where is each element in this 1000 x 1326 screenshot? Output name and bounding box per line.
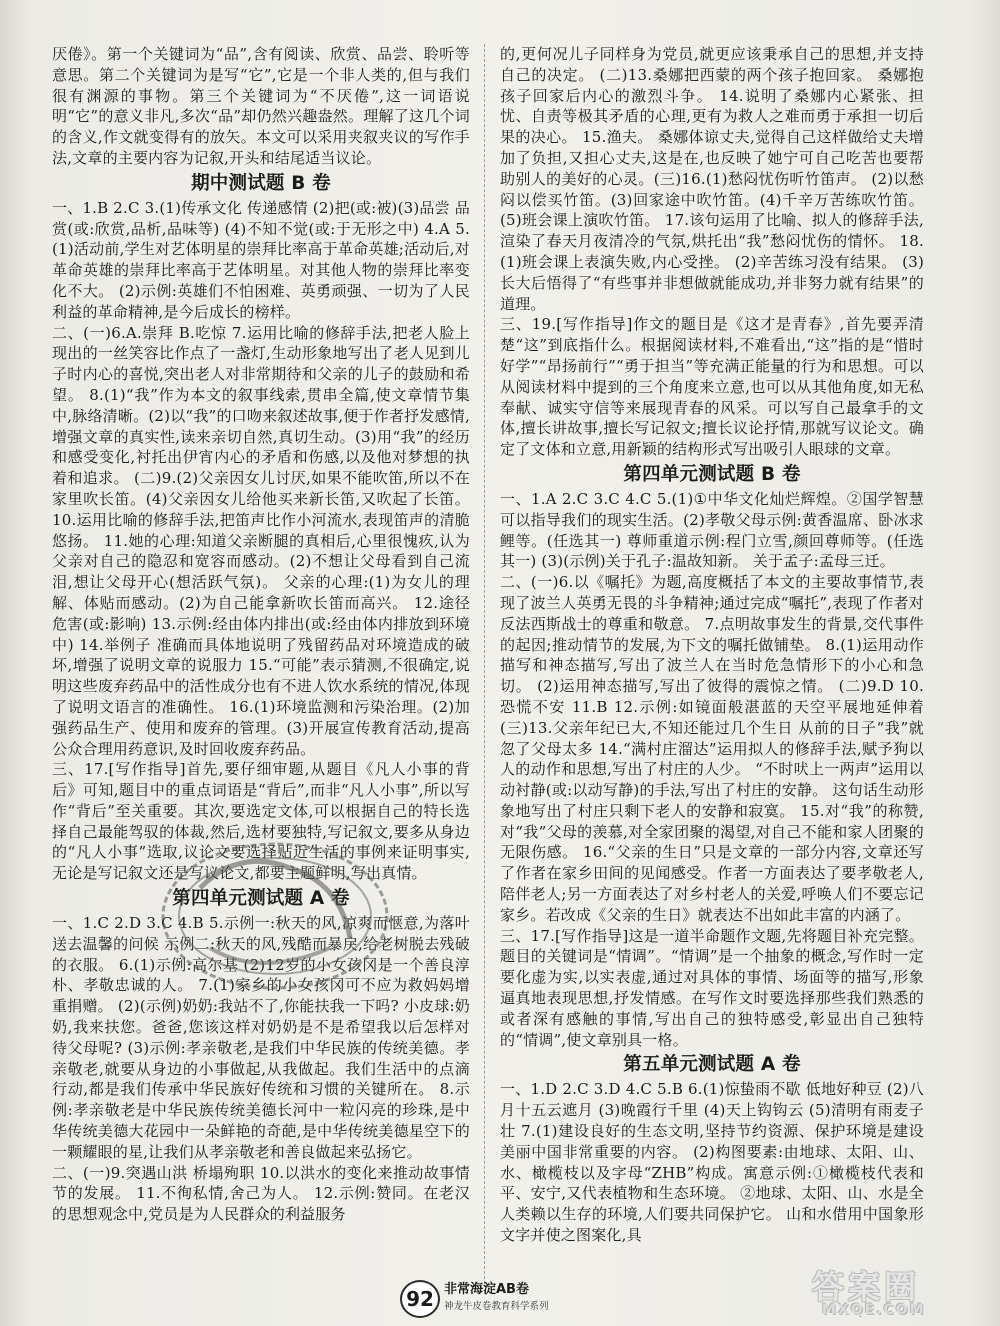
column-divider [484,44,485,1284]
answer-paragraph: 一、1.A 2.C 3.C 4.C 5.(1)①中华文化灿烂辉煌。②国学智慧可以指导我们的现实生活。(2)孝敬父母示例:黄香温席、卧冰求鲤等。(任选其一) 尊师重道示例:程门立雪,颜回尊师等。(任选其一) (3)(示例)关于孔子:温故知新。 关于孟子:孟母三迁。 [500,489,924,571]
answer-paragraph: 一、1.D 2.C 3.D 4.C 5.B 6.(1)惊蛰雨不歇 低地好种豆 (2)八月十五云遮月 (3)晚霞行千里 (4)天上钩钩云 (5)清明有雨麦子壮 7.(1)建设良好的生态文明,坚持节约资源、保护环境是建设美丽中国非常重要的内容。 (2)构图要素:由地球、太阳、山、水、橄榄枝以及字母“ZHB”构成。寓意示例:①橄榄枝代表和平、安宁,又代表植物和生态环境。 ②地球、太阳、山、水是全人类赖以生存的环境,人们要共同保护它。 山和水借用中国象形文字并使之图案化,具 [500,1080,924,1245]
watermark-stamp [150,828,400,998]
section-heading: 第五单元测试题 A 卷 [623,1054,801,1076]
left-column [52,44,470,1225]
answer-paragraph: 一、1.B 2.C 3.(1)传承文化 传递感情 (2)把(或:被)(3)品尝 品赏(或:欣赏,品析,品味等) (4)不知不觉(或:于无形之中) 4.A 5.(1)活动前,学生对艺体明星的崇拜比率高于革命英雄;活动后,对革命英雄的崇拜比率高于艺体明星。对其他人物的崇拜比率变化不大。 (2)示例:英雄们不怕困难、英勇顽强、一切为了人民利益的革命精神,是今后成长的榜样。 [52,198,470,321]
section-heading: 第四单元测试题 B 卷 [623,463,801,485]
watermark-logo [812,1262,972,1322]
answer-paragraph: 厌倦》。第一个关键词为“品”,含有阅读、欣赏、品尝、聆听等意思。第二个关键词为是写“它”,它是一个非人类的,但与我们很有渊源的事物。第三个关键词为“不厌倦”,这一词语说明“它”的意义非凡,多次“品”却仍然兴趣盎然。理解了这几个词的含义,作文就变得有的放矢。本文可以采用夹叙夹议的写作手法,文章的主要内容为记叙,开头和结尾适当议论。 [52,45,470,167]
answer-paragraph: 的,更何况儿子同样身为党员,就更应该秉承自己的思想,并支持自己的决定。 (二)13.桑娜把西蒙的两个孩子抱回家。 桑娜抱孩子回家后内心的激烈斗争。 14.说明了桑娜内心紧张、担忧、自责等极其矛盾的心理,更有为救人之难而勇于承担一切后果的决心。 15.渔夫。 桑娜体谅丈夫,觉得自己这样做给丈夫增加了负担,又担心丈夫,这是在,也反映了她宁可自己吃苦也要帮助别人的美好的心灵。(三)16.(1)愁闷忧伤听竹笛声。 (2)以愁闷以偿买竹笛。(3)回家途中吹竹笛。(4)千辛万苦练吹竹笛。(5)班会课上演吹竹笛。 17.该句运用了比喻、拟人的修辞手法,渲染了春天月夜清冷的气氛,烘托出“我”愁闷忧伤的情怀。 18.(1)班会课上表演失败,内心受挫。 (2)辛苦练习没有结果。 (3)长大后悟得了“有些事并非想做就能成功,并非努力就有结果”的道理。 [500,45,924,313]
page-footer [400,1276,660,1322]
section-heading: 期中测试题 B 卷 [191,172,331,194]
page-number: 92 [400,1280,440,1318]
answer-paragraph: 二、(一)6.A.崇拜 B.吃惊 7.运用比喻的修辞手法,把老人脸上现出的一丝笑容比作点了一盏灯,生动形象地写出了老人见到儿子时内心的喜悦,突出老人对非常期待和父亲的儿子的鼓励和希望。 8.(1)“我”作为本文的叙事线索,贯串全篇,使文章情节集中,脉络清晰。(2)以“我”的口吻来叙述故事,便于作者抒发感情,增强文章的真实性,读来亲切自然,真切生动。(3)用“我”的经历和感受变化,衬托出伊宵内心的矛盾和伤感,以及他对梦想的执着和追求。 (二)9.(2)父亲因女儿讨厌,如果不能吹笛,所以不在家里吹长笛。(4)父亲因女儿给他买来新长笛,又吹起了长笛。 10.运用比喻的修辞手法,把笛声比作小河流水,表现笛声的清脆悠扬。 11.她的心理:知道父亲断腿的真相后,心里很愧疚,认为父亲对自己的隐忍和宽容而感动。(2)不想让父母看到自己流泪,想让父母开心(想活跃气氛)。 父亲的心理:(1)为女儿的理解、体贴而感动。(2)为自己能拿新吹长笛而高兴。 12.途径 危害(或:影响) 13.示例:经由体内排出(或:经由体内排放到环境中) 14.举例子 准确而具体地说明了残留药品对环境造成的破坏,增强了说明文章的说服力 15.“可能”表示猜测,不很确定,说明这些废弃药品中的活性成分也有不进人饮水系统的情况,体现了说明文语言的准确性。 16.(1)环境监测和污染治理。(2)加强药品生产、使用和废弃的管理。(3)开展宣传教育活动,提高公众合理用药意识,及时回收废弃药品。 [52,323,470,758]
watermark-url: MXQE.COM [822,1302,926,1318]
answer-paragraph: 三、19.[写作指导]作文的题目是《这才是青春》,首先要弄清楚“这”到底指什么。根据阅读材料,不难看出,“这”指的是“惜时好学”“昂扬前行”“勇于担当”等充满正能量的行为和思想。可以从阅读材料中提到的三个角度来立意,也可以从其他角度,如无私奉献、诚实守信等来展现青春的风采。可以写自己最拿手的文体,擅长讲故事,擅长写记叙文;擅长议论抒情,那就写议论文。确定了文体和立意,用新颖的结构形式写出吸引人眼球的文章。 [500,315,924,459]
section-heading: 第四单元测试题 A 卷 [172,888,350,910]
right-column [500,44,924,1246]
answer-paragraph: 二、(一)9.突遇山洪 桥塌殉职 10.以洪水的变化来推动故事情节的发展。 11.不徇私情,舍己为人。 12.示例:赞同。在老汉的思想观念中,党员是为人民群众的利益服务 [52,1163,470,1224]
answer-paragraph: 一、1.C 2.D 3.C 4.B 5.示例一:秋天的风,凉爽而惬意,为落叶送去温馨的问候 示例二:秋天的风,残酷而暴戾,给老树脱去残破的衣服。 6.(1)示例:高尔基 (2)12岁的小女孩冈是一个善良淳朴、孝敬忠诚的人。 7.(1)家乡的小女孩冈可不应为救妈妈增重捐赠。 (2)(示例)奶奶:我站不了,你能扶我一下吗? 小皮球:奶奶,我来扶您。爸爸,您该这样对奶奶是不是希望我以后怎样对待父母呢? (3)示例:孝亲敬老,是我们中华民族的传统美德。孝亲敬老,就要从身边的小事做起,从我做起。我们生活中的点滴行动,都是我们传承中华民族好传统和习惯的关键所在。 8.示例:孝亲敬老是中华民族传统美德长河中一粒闪亮的珍珠,是中华传统美德大花园中一朵鲜艳的奇葩,是中华传统美德星空下的一颗耀眼的星,让我们从孝亲敬老和善良做起来弘扬它。 [52,914,470,1161]
series-subtitle: 神龙牛皮卷教育科学系列 [444,1301,549,1312]
answer-paragraph: 三、17.[写作指导]这是一道半命题作文题,先将题目补充完整。题目的关键词是“情调”。“情调”是一个抽象的概念,写作时一定要化虚为实,以实表虚,通过对具体的事情、场面等的描写,形象逼真地表现思想,抒发情感。在写作文时要选择那些我们熟悉的或者深有感触的事情,写出自己的独特感受,彰显出自己独特的“情调”,使文章别具一格。 [500,926,924,1049]
answer-paragraph: 三、17.[写作指导]首先,要仔细审题,从题目《凡人小事的背后》可知,题目中的重点词语是“背后”,而非“凡人小事”,所以写作“背后”至关重要。其次,要选定文体,可以根据自己的特长选择自己最能驾驭的体裁,然后,选材要独特,写记叙文,要多从身边的“凡人小事”选取,议论文要选择贴近生活的事例来证明事实,无论是写记叙文还是写议论文,都要主题鲜明,写出真情。 [52,760,470,883]
watermark-logo-text: 答案圈 [812,1268,921,1306]
series-title: 非常海淀AB卷 [444,1282,529,1297]
answer-paragraph: 二、(一)6.以《嘱托》为题,高度概括了本文的主要故事情节,表现了波兰人英勇无畏的斗争精神;通过完成“嘱托”,表现了作者对反法西斯战士的尊重和敬意。 7.点明故事发生的背景,交代事件的起因;推动情节的发展,为下文的嘱托做铺垫。 8.(1)运用动作描写和神态描写,写出了波兰人在当时危急情形下的小心和急切。 (2)运用神态描写,写出了彼得的震惊之情。 (二)9.D 10.恐慌不安 11.B 12.示例:如镜面般湛蓝的天空平展地延伸着 (三)13.父亲年纪已大,不知还能过几个生日 从前的日子“我”就忽了父母太多 14.“满村庄溜达”运用拟人的修辞手法,赋予狗以人的动作和思想,写出了村庄的人少。 “不时吠上一两声”运用以动衬静(或:以动写静)的手法,写出了村庄的安静。 这句话生动形象地写出了村庄只剩下老人的安静和寂寞。 15.对“我”的称赞,对“我”父母的羡慕,对全家团聚的渴望,对自己不能和家人团聚的无限伤感。 16.“父亲的生日”只是文章的一部分内容,文章还写了作者在家乡田间的见闻感受。作者一方面表达了要孝敬老人,陪伴老人;另一方面表达了对乡村老人的关爱,呼唤人们不要忘记家乡。若改成《父亲的生日》就表达不出如此丰富的内涵了。 [500,573,924,924]
